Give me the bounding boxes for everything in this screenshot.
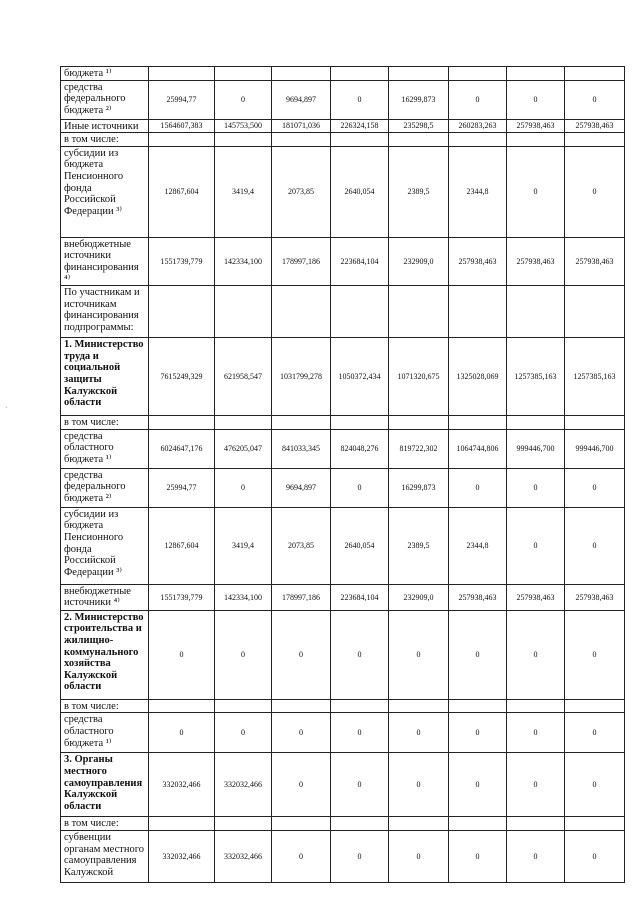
value-cell	[272, 67, 331, 81]
value-cell	[389, 416, 449, 430]
row-label: средства федерального бюджета ²⁾	[61, 468, 149, 507]
value-cell: 841033,345	[272, 429, 331, 468]
value-cell: 0	[449, 610, 507, 699]
table-row	[61, 468, 625, 507]
value-cell: 3419,4	[215, 146, 272, 237]
value-cell: 25994,77	[149, 468, 215, 507]
value-cell	[215, 286, 272, 338]
value-cell: 0	[215, 80, 272, 119]
row-label: внебюджетные источники финансирования ⁴⁾	[61, 237, 149, 285]
value-cell: 0	[507, 146, 565, 237]
value-cell	[565, 699, 625, 713]
value-cell	[149, 133, 215, 147]
value-cell: 257938,463	[565, 119, 625, 133]
value-cell	[565, 286, 625, 338]
value-cell	[149, 67, 215, 81]
value-cell: 0	[272, 830, 331, 882]
value-cell: 0	[272, 610, 331, 699]
value-cell: 332032,466	[215, 753, 272, 817]
value-cell	[272, 133, 331, 147]
value-cell: 1564607,383	[149, 119, 215, 133]
value-cell: 0	[507, 80, 565, 119]
value-cell: 0	[331, 753, 389, 817]
row-label: средства областного бюджета ¹⁾	[61, 429, 149, 468]
value-cell	[331, 416, 389, 430]
value-cell: 0	[565, 830, 625, 882]
value-cell: 0	[565, 80, 625, 119]
value-cell: 0	[331, 830, 389, 882]
value-cell	[149, 817, 215, 831]
value-cell	[331, 286, 389, 338]
value-cell: 2640,054	[331, 507, 389, 584]
value-cell: 332032,466	[149, 753, 215, 817]
value-cell	[449, 699, 507, 713]
value-cell	[272, 416, 331, 430]
value-cell: 257938,463	[565, 584, 625, 610]
value-cell: 1257385,163	[507, 338, 565, 416]
value-cell: 226324,158	[331, 119, 389, 133]
value-cell: 257938,463	[449, 237, 507, 285]
row-label: Иные источники	[61, 119, 149, 133]
row-label: По участникам и источникам финансирования подпрограммы:	[61, 286, 149, 338]
table-row	[61, 830, 625, 882]
value-cell	[331, 67, 389, 81]
value-cell	[449, 286, 507, 338]
value-cell: 257938,463	[565, 237, 625, 285]
margin-mark: ·	[5, 404, 8, 412]
table-row	[61, 338, 625, 416]
value-cell	[565, 67, 625, 81]
value-cell: 0	[507, 468, 565, 507]
value-cell	[331, 699, 389, 713]
value-cell: 1071320,675	[389, 338, 449, 416]
value-cell	[565, 416, 625, 430]
value-cell: 999446,700	[565, 429, 625, 468]
value-cell: 0	[215, 468, 272, 507]
value-cell: 1325028,069	[449, 338, 507, 416]
row-label: в том числе:	[61, 817, 149, 831]
value-cell	[389, 67, 449, 81]
value-cell: 0	[389, 713, 449, 753]
value-cell	[215, 817, 272, 831]
value-cell: 257938,463	[507, 584, 565, 610]
row-label: субсидии из бюджета Пенсионного фонда Российской Федерации ³⁾	[61, 146, 149, 237]
value-cell: 0	[507, 610, 565, 699]
value-cell: 257938,463	[449, 584, 507, 610]
value-cell	[331, 817, 389, 831]
value-cell: 223684,104	[331, 584, 389, 610]
value-cell: 0	[565, 610, 625, 699]
value-cell: 260283,263	[449, 119, 507, 133]
funding-table	[60, 66, 625, 883]
table-row	[61, 146, 625, 237]
value-cell: 9694,897	[272, 80, 331, 119]
value-cell: 2344,8	[449, 507, 507, 584]
value-cell	[565, 817, 625, 831]
value-cell: 3419,4	[215, 507, 272, 584]
value-cell: 178997,186	[272, 237, 331, 285]
value-cell: 25994,77	[149, 80, 215, 119]
row-label: субвенции органам местного самоуправления Калужской	[61, 830, 149, 882]
value-cell: 2389,5	[389, 507, 449, 584]
value-cell: 0	[449, 468, 507, 507]
value-cell	[507, 286, 565, 338]
table-body	[61, 67, 625, 883]
value-cell	[272, 699, 331, 713]
table-row	[61, 80, 625, 119]
value-cell: 0	[389, 830, 449, 882]
row-label: 1. Министерство труда и социальной защиты Калужской области	[61, 338, 149, 416]
value-cell	[389, 133, 449, 147]
value-cell	[215, 133, 272, 147]
value-cell	[215, 416, 272, 430]
table-row	[61, 753, 625, 817]
value-cell: 0	[331, 610, 389, 699]
value-cell: 6024647,176	[149, 429, 215, 468]
value-cell: 0	[272, 753, 331, 817]
value-cell	[389, 817, 449, 831]
value-cell: 0	[507, 830, 565, 882]
value-cell: 0	[215, 610, 272, 699]
value-cell: 621958,547	[215, 338, 272, 416]
row-label: в том числе:	[61, 133, 149, 147]
value-cell: 12867,604	[149, 146, 215, 237]
value-cell	[389, 286, 449, 338]
value-cell: 0	[565, 507, 625, 584]
value-cell: 2073,85	[272, 146, 331, 237]
table-row	[61, 67, 625, 81]
value-cell: 0	[149, 610, 215, 699]
value-cell: 1050372,434	[331, 338, 389, 416]
table-row	[61, 237, 625, 285]
value-cell: 0	[507, 713, 565, 753]
value-cell: 332032,466	[215, 830, 272, 882]
row-label: субсидии из бюджета Пенсионного фонда Российской Федерации ³⁾	[61, 507, 149, 584]
value-cell: 2344,8	[449, 146, 507, 237]
value-cell: 0	[389, 753, 449, 817]
table-row	[61, 133, 625, 147]
value-cell: 476205,047	[215, 429, 272, 468]
value-cell: 0	[331, 468, 389, 507]
table-row	[61, 610, 625, 699]
row-label: бюджета ¹⁾	[61, 67, 149, 81]
row-label: 2. Министерство строительства и жилищно-коммунального хозяйства Калужской области	[61, 610, 149, 699]
value-cell: 1031799,278	[272, 338, 331, 416]
value-cell: 142334,100	[215, 584, 272, 610]
value-cell: 235298,5	[389, 119, 449, 133]
table-row	[61, 286, 625, 338]
value-cell: 0	[449, 830, 507, 882]
table-row	[61, 584, 625, 610]
value-cell: 1064744,806	[449, 429, 507, 468]
value-cell	[149, 699, 215, 713]
value-cell: 0	[507, 507, 565, 584]
value-cell	[272, 817, 331, 831]
row-label: в том числе:	[61, 416, 149, 430]
value-cell: 142334,100	[215, 237, 272, 285]
value-cell: 0	[331, 713, 389, 753]
row-label: в том числе:	[61, 699, 149, 713]
table-row	[61, 817, 625, 831]
value-cell: 16299,873	[389, 80, 449, 119]
row-label: средства областного бюджета ¹⁾	[61, 713, 149, 753]
value-cell: 232909,0	[389, 237, 449, 285]
value-cell: 0	[565, 468, 625, 507]
value-cell: 332032,466	[149, 830, 215, 882]
value-cell: 0	[215, 713, 272, 753]
value-cell: 0	[565, 146, 625, 237]
value-cell: 178997,186	[272, 584, 331, 610]
value-cell: 181071,036	[272, 119, 331, 133]
value-cell	[272, 286, 331, 338]
table-row	[61, 713, 625, 753]
value-cell: 0	[331, 80, 389, 119]
value-cell	[449, 817, 507, 831]
value-cell	[449, 133, 507, 147]
value-cell: 1551739,779	[149, 584, 215, 610]
value-cell: 232909,0	[389, 584, 449, 610]
value-cell: 0	[272, 713, 331, 753]
value-cell	[215, 699, 272, 713]
value-cell: 0	[565, 713, 625, 753]
value-cell: 1551739,779	[149, 237, 215, 285]
value-cell	[507, 416, 565, 430]
value-cell	[215, 67, 272, 81]
value-cell: 0	[389, 610, 449, 699]
value-cell: 1257385,163	[565, 338, 625, 416]
value-cell: 0	[149, 713, 215, 753]
row-label: средства федерального бюджета ²⁾	[61, 80, 149, 119]
document-page	[60, 66, 624, 883]
value-cell	[331, 133, 389, 147]
value-cell: 9694,897	[272, 468, 331, 507]
value-cell: 2073,85	[272, 507, 331, 584]
row-label: внебюджетные источники ⁴⁾	[61, 584, 149, 610]
row-label: 3. Органы местного самоуправления Калужской области	[61, 753, 149, 817]
table-row	[61, 429, 625, 468]
table-row	[61, 699, 625, 713]
value-cell: 257938,463	[507, 237, 565, 285]
table-row	[61, 416, 625, 430]
value-cell: 999446,700	[507, 429, 565, 468]
value-cell: 824048,276	[331, 429, 389, 468]
value-cell	[149, 416, 215, 430]
value-cell: 0	[565, 753, 625, 817]
table-row	[61, 507, 625, 584]
value-cell	[389, 699, 449, 713]
value-cell: 0	[507, 753, 565, 817]
value-cell: 257938,463	[507, 119, 565, 133]
value-cell	[149, 286, 215, 338]
value-cell: 12867,604	[149, 507, 215, 584]
value-cell: 223684,104	[331, 237, 389, 285]
value-cell	[507, 133, 565, 147]
value-cell	[565, 133, 625, 147]
value-cell	[449, 67, 507, 81]
value-cell	[507, 67, 565, 81]
value-cell: 7615249,329	[149, 338, 215, 416]
value-cell	[507, 817, 565, 831]
value-cell: 145753,500	[215, 119, 272, 133]
value-cell: 2389,5	[389, 146, 449, 237]
value-cell: 16299,873	[389, 468, 449, 507]
value-cell: 0	[449, 753, 507, 817]
value-cell: 0	[449, 80, 507, 119]
table-row	[61, 119, 625, 133]
value-cell: 0	[449, 713, 507, 753]
value-cell	[449, 416, 507, 430]
value-cell	[507, 699, 565, 713]
value-cell: 2640,054	[331, 146, 389, 237]
value-cell: 819722,302	[389, 429, 449, 468]
